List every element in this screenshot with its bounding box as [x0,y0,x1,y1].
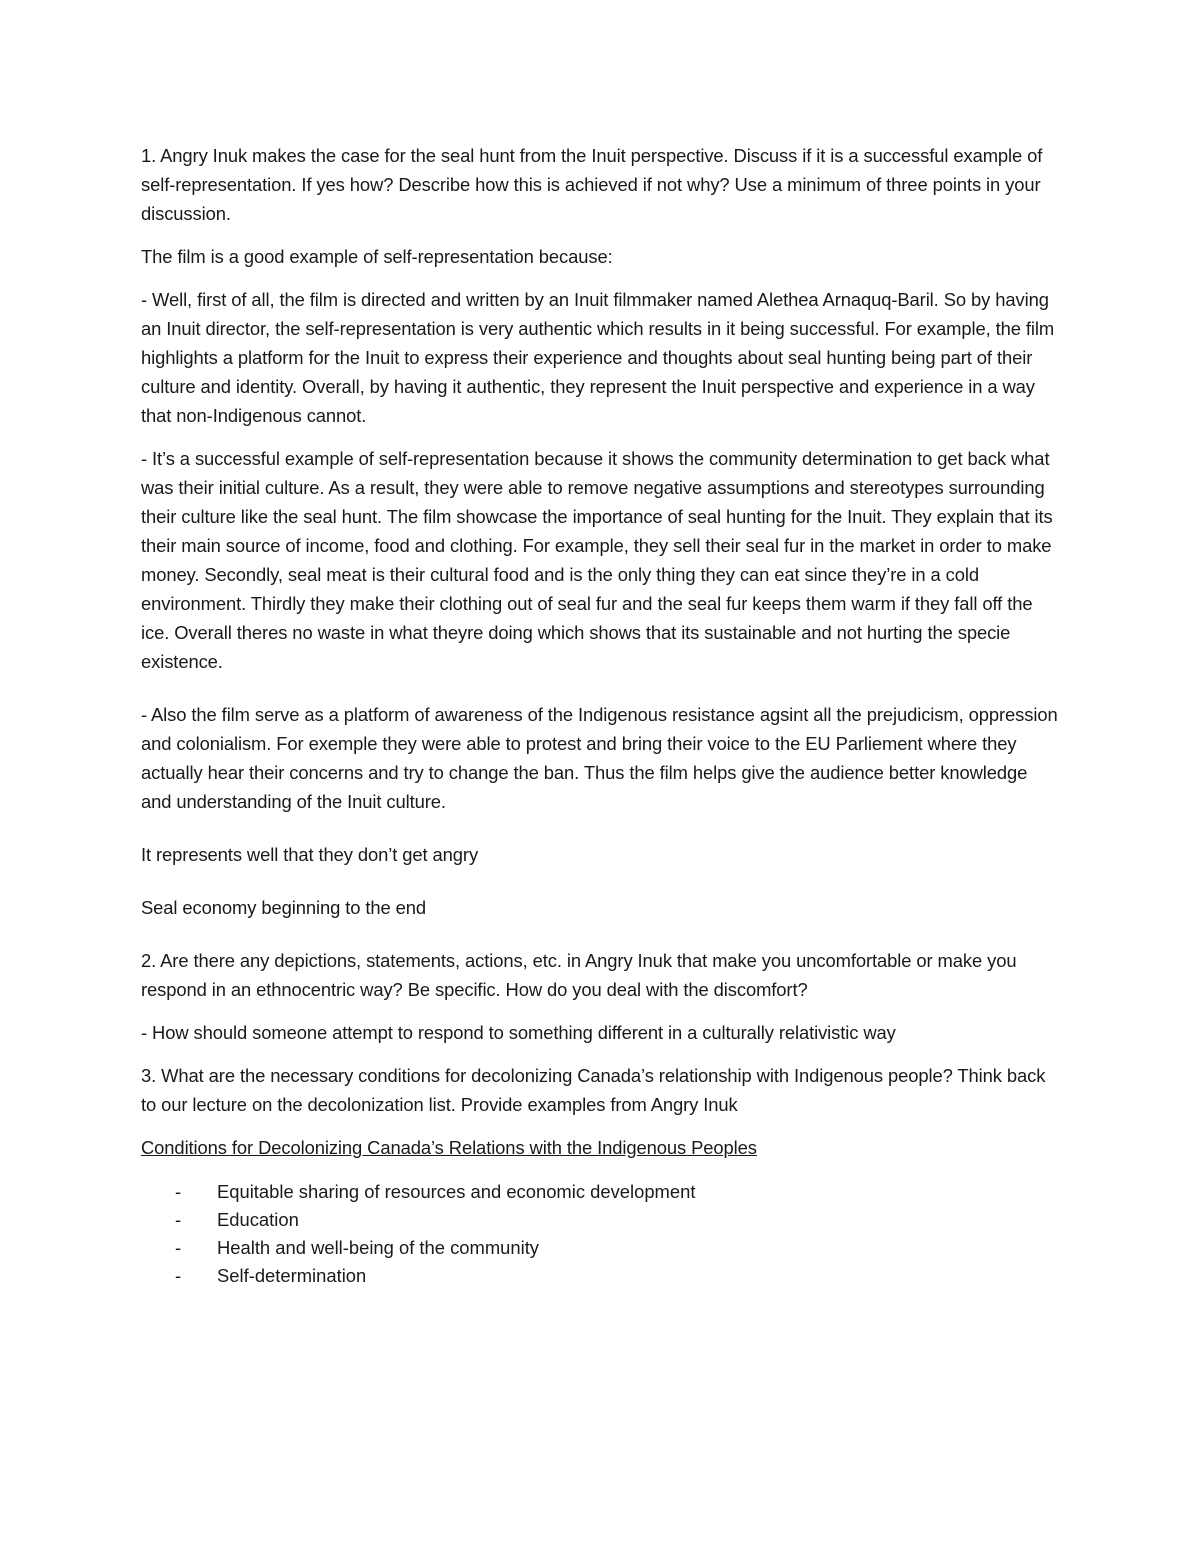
question-2: 2. Are there any depictions, statements, actions, etc. in Angry Inuk that make you uncomfortable or make you respond in an ethnocentric way? Be specific. How do you deal with the discomfort? [141,950,1017,1000]
question-1: 1. Angry Inuk makes the case for the seal hunt from the Inuit perspective. Discuss if it is a successful example of self-representation. If yes how? Describe how this is achieved if not why? Use a minimum of three points in your discussion. [141,145,1043,224]
list-bullet: - [175,1181,182,1202]
conditions-list [141,1178,1061,1290]
list-bullet: - [175,1237,182,1258]
list-item [141,1262,1061,1290]
answer-point-2: - It’s a successful example of self-representation because it shows the community determination to get back what was their initial culture. As a result, they were able to remove negative assumptions and stereotypes surrounding their culture like the seal hunt. The film showcase the importance of seal hunting for the Inuit. They explain that its their main source of income, food and clothing. For example, they sell their seal fur in the market in order to make money. Secondly, seal meat is their cultural food and is the only thing they can eat since they’re in a cold environment. Thirdly they make their clothing out of seal fur and the seal fur keeps them warm if they fall off the ice. Overall theres no waste in what theyre doing which shows that its sustainable and not hurting the specie existence. [141,448,1053,672]
note-2: Seal economy beginning to the end [141,897,427,918]
answer-intro: The film is a good example of self-representation because: [141,246,613,267]
list-item [141,1234,1061,1262]
conditions-heading: Conditions for Decolonizing Canada’s Relations with the Indigenous Peoples [141,1137,757,1158]
list-item-text: Equitable sharing of resources and economic development [217,1181,696,1202]
answer-point-3: - Also the film serve as a platform of awareness of the Indigenous resistance agsint all the prejudicism, oppression and colonialism. For exemple they were able to protest and bring their voice to the EU Parliement where they actually hear their concerns and try to change the ban. Thus the film helps give the audience better knowledge and understanding of the Inuit culture. [141,704,1058,812]
list-item [141,1178,1061,1206]
list-bullet: - [175,1265,182,1286]
note-1: It represents well that they don’t get angry [141,844,479,865]
list-item-text: Education [217,1209,299,1230]
answer-point-1: - Well, first of all, the film is directed and written by an Inuit filmmaker named Alethea Arnaquq-Baril. So by having an Inuit director, the self-representation is very authentic which results in it being successful. For example, the film highlights a platform for the Inuit to express their experience and thoughts about seal hunting being part of their culture and identity. Overall, by having it authentic, they represent the Inuit perspective and experience in a way that non-Indigenous cannot. [141,289,1055,426]
list-bullet: - [175,1209,182,1230]
question-3: 3. What are the necessary conditions for decolonizing Canada’s relationship with Indigenous people? Think back to our lecture on the decolonization list. Provide examples from Angry Inuk [141,1065,1046,1115]
document-page [141,141,1061,1290]
list-item-text: Self-determination [217,1265,367,1286]
question-2-sub: - How should someone attempt to respond to something different in a culturally relativistic way [141,1022,896,1043]
list-item-text: Health and well-being of the community [217,1237,540,1258]
list-item [141,1206,1061,1234]
